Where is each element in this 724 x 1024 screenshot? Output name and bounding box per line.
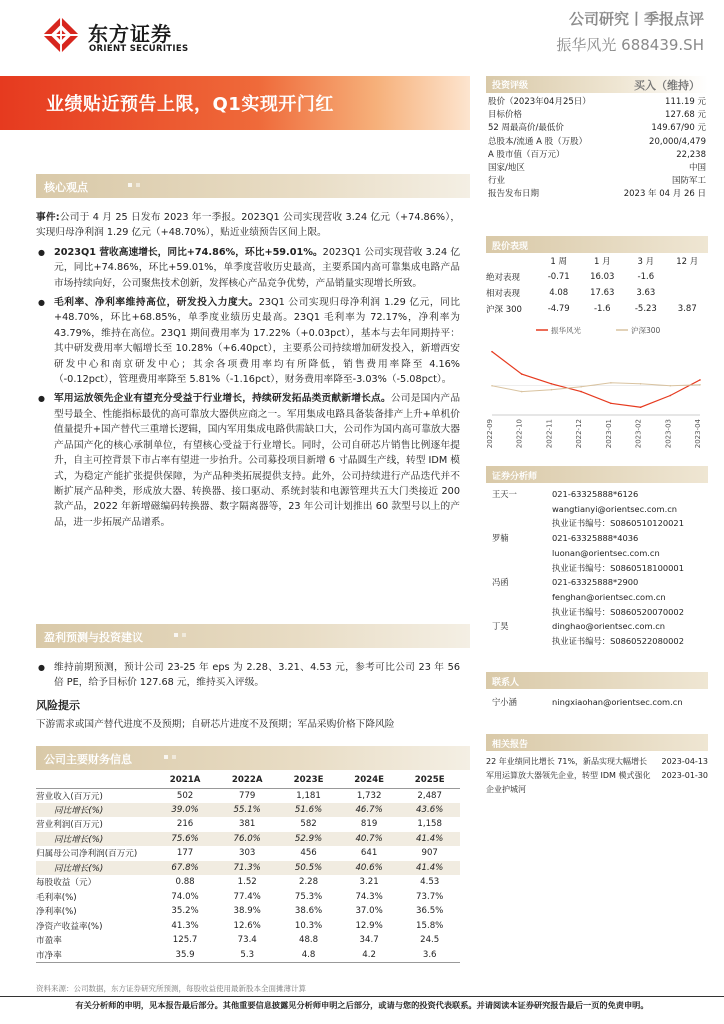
rating-heading: 投资评级 [492,81,529,91]
table-cell: 907 [421,848,438,859]
financials-column-header: 2023E [278,772,339,788]
table-row [36,803,460,818]
logo-en-text: ORIENT SECURITIES [89,44,189,54]
analyst-panel [486,466,708,649]
rating-items [486,96,708,202]
table-cell [667,285,708,301]
series-point [491,351,493,353]
analyst-detail: 执业证书编号：S0860510120021 [552,518,684,529]
series-point [699,379,701,381]
bullet-2-text: 23Q1 公司实现归母净利润 1.29 亿元，同比+48.70%，环比+68.85%，单季度业绩历史最高。23Q1 毛利率为 72.17%，净利率为 43.79%，维持在高位。23Q1 期间费用率为 17.22%（+0.03pct），基本与去年同期持平：其中研发费用率大幅增长至 10.28%（+6.40pct），主要系公司持续增加研发投入，新增西安研发中心和南京研发中心；其余各项费用率均有所降低，销售费用率降至 4.16%（-0.12pct），管理费用率降至 5.81%（-1.16pct），财务费用率降至-3.03%（-5.08pct）。 [54,297,460,386]
table-cell: 381 [239,819,256,830]
rating-item-label: A 股市值（百万元） [488,149,565,160]
table-row-label: 同比增长(%) [36,832,154,847]
rating-header [486,76,708,93]
table-cell: 12.9% [355,920,383,931]
series-point [669,385,671,387]
core-view-header [36,174,470,198]
title-banner [0,76,470,130]
analyst-line [486,546,708,561]
table-cell: 46.7% [339,803,400,818]
table-cell: 125.7 [172,935,198,946]
x-tick-label: 2023-01 [604,419,613,449]
table-cell: 41.4% [399,861,460,876]
logo-cn-text: 东方证券 [88,22,172,46]
table-cell: 37.0% [355,906,383,917]
bullet-3-lead: 军用运放领先企业有望充分受益于行业增长，持续研发拓品类贡献新增长点。 [54,393,391,405]
analyst-detail: 执业证书编号：S0860522080002 [552,636,684,647]
table-cell: 1.52 [237,877,257,888]
table-cell: 582 [300,819,317,830]
analyst-name: 罗楠 [492,533,509,544]
rating-item [486,109,708,122]
rating-item [486,175,708,188]
analyst-detail: 021-63325888*6126 [552,489,639,499]
analyst-detail[interactable]: wangtianyi@orientsec.com.cn [552,503,678,514]
table-cell: 71.3% [216,861,278,876]
x-tick-label: 2023-04 [694,419,702,449]
related-date: 2023-04-13 [661,757,708,766]
table-row [36,904,460,919]
table-cell: 502 [176,790,194,801]
series-point [521,373,523,375]
table-cell: 35.9 [154,948,216,963]
rating-item [486,136,708,149]
decor-square-icon [164,755,168,759]
price-chart [486,323,708,451]
analyst-line [486,590,708,605]
rating-item [486,162,708,175]
x-tick-label: 2022-11 [545,419,554,449]
contact-panel [486,672,708,710]
related-item[interactable] [486,769,708,797]
table-cell: 55.1% [216,803,278,818]
table-cell: 52.9% [278,832,339,847]
table-cell: 1,181 [296,790,321,801]
table-row-label: 净资产收益率(%) [36,921,103,932]
analyst-detail: 021-63325888*2900 [552,577,639,588]
series-point [580,391,582,393]
table-row-label: 归属母公司净利润(百万元) [36,849,138,860]
rating-item [486,188,708,201]
table-row-label: 净利率(%) [36,907,77,918]
company-name: 振华风光 [556,36,617,54]
ticker: 688439.SH [621,36,704,54]
table-cell: 36.5% [416,906,444,917]
analyst-name [486,634,552,649]
rating-item-label: 52 周最高价/最低价 [488,123,564,134]
table-row-label: 市盈率 [36,936,62,947]
analyst-line [486,634,708,649]
financials-column-header [36,772,154,788]
series-point [610,382,612,384]
x-tick-label: 2023-03 [664,419,673,449]
table-row-label: 每股收益（元） [36,878,97,889]
financials-heading: 公司主要财务信息 [44,753,132,766]
series-point [580,386,582,388]
table-row-label: 沪深 300 [486,305,522,315]
series-line-1 [492,383,700,392]
table-cell: 641 [360,848,378,859]
rating-panel [486,76,708,202]
table-cell: 35.2% [171,906,199,917]
series-point [610,403,612,405]
table-cell: 16.03 [590,272,615,282]
table-cell: 15.8% [416,920,444,931]
analyst-detail: 执业证书编号：S0860518100001 [552,562,684,573]
series-line-0 [492,352,700,408]
table-cell: -4.79 [547,304,570,314]
related-date: 2023-01-30 [661,771,708,780]
x-tick-label: 2022-12 [575,419,584,449]
report-type: 公司研究丨季报点评 [568,10,704,28]
table-cell: 4.08 [549,288,569,298]
financials-column-header: 2024E [339,772,400,788]
performance-column-header: 1 月 [593,257,611,267]
table-row [36,846,460,861]
related-title[interactable]: 22 年业绩同比增长 71%，新品实现大幅增长 [486,757,648,766]
table-cell: 303 [239,848,256,859]
analyst-heading: 证券分析师 [492,472,538,482]
table-cell: 73.7% [416,891,444,902]
table-row [36,890,460,905]
table-cell: 819 [360,819,378,830]
bullet-3 [36,391,460,530]
forecast-heading: 盈利预测与投资建议 [44,631,143,644]
table-cell: 50.5% [278,861,339,876]
table-row [486,301,708,317]
contact-name: 宁小涵 [492,697,517,707]
series-point [491,385,493,387]
series-point [640,406,642,408]
performance-column-header: 3 月 [637,257,655,267]
risk-text: 下游需求或国产替代进度不及预期；自研芯片进度不及预期；军品采购价格下降风险 [36,719,395,730]
performance-heading: 股价表现 [492,242,529,252]
table-cell: 38.9% [233,906,261,917]
table-cell: 75.3% [294,891,323,902]
table-cell: 74.3% [355,891,383,902]
table-row [36,861,460,876]
rating-item-value: 149.67/90 元 [651,123,706,134]
table-row [486,269,708,285]
table-cell: 3.63 [636,288,656,298]
performance-header [486,236,708,253]
performance-table [486,253,708,317]
table-cell: -1.6 [637,272,655,282]
analyst-name [486,590,552,605]
table-cell: 456 [300,848,317,859]
rating-item-label: 总股本/流通 A 股（万股） [488,136,588,147]
related-list [486,755,708,797]
forecast-header [36,624,470,648]
table-row-label: 营业收入(百万元) [36,791,103,802]
analyst-name: 王天一 [492,489,517,499]
table-cell: 75.6% [154,832,216,847]
table-cell: 41.3% [171,920,199,931]
stock-line [556,34,704,55]
decor-square-icon [182,633,186,637]
financials-table [36,772,460,963]
analyst-line [486,561,708,576]
rating-item-label: 报告发布日期 [488,189,540,200]
contact-heading: 联系人 [492,678,520,688]
analyst-line [486,575,708,590]
table-cell: 41.4% [399,832,460,847]
table-cell: 24.5 [420,935,440,946]
analyst-name [486,502,552,517]
analyst-name [486,561,552,576]
x-tick-label: 2023-02 [634,419,643,449]
rating-item-value: 2023 年 04 月 26 日 [623,189,706,200]
decor-square-icon [172,755,176,759]
analyst-name: 冯函 [492,577,509,588]
rating-item-label: 行业 [488,176,506,187]
financials-source: 资料来源：公司数据，东方证券研究所预测，每股收益使用最新股本全面摊薄计算 [36,984,306,993]
analyst-header [486,466,708,483]
series-point [551,389,553,391]
table-row-label: 同比增长(%) [36,861,154,876]
event-label: 事件: [36,212,60,223]
table-cell: 3.87 [677,304,697,314]
contact-header [486,672,708,689]
table-cell: 74.0% [171,891,199,902]
bullet-1-text: 2023Q1 公司实现营收 3.24 亿元，同比+74.86%，环比+59.01%，单季度营收历史最高，主要系国内高可靠集成电路产品市场持续向好，公司聚焦技术创新，发挥核心产品竞争优势，产品销量实现增长所致。 [54,246,461,289]
bullet-1-lead: 2023Q1 营收高速增长，同比+74.86%，环比+59.01%。 [54,246,323,258]
performance-column-header: 1 周 [550,257,567,267]
table-cell: 39.0% [154,803,216,818]
table-cell: 40.7% [339,832,400,847]
financials-column-header: 2021A [154,772,216,788]
table-cell: 4.53 [420,877,440,888]
table-row [36,919,460,934]
series-point [699,384,701,386]
table-cell: 779 [239,790,256,801]
forecast-bullet: ● 维持前期预测，预计公司 23-25 年 eps 为 2.28、3.21、4.53 元，参考可比公司 23 年 56 倍 PE，给予目标价 127.68 元，维持买入评级。 [36,660,460,691]
table-cell: 3.6 [399,948,460,963]
table-row-label: 相对表现 [486,289,521,299]
table-row [36,948,460,963]
analyst-line [486,516,708,531]
analyst-detail: 021-63325888*4036 [552,533,639,544]
table-row-label: 毛利率(%) [36,892,77,903]
event-paragraph [36,210,460,241]
series-point [521,391,523,393]
rating-item [486,149,708,162]
table-cell: 76.0% [216,832,278,847]
analyst-name [486,516,552,531]
analyst-line [486,531,708,546]
financials-header [36,746,470,770]
series-point [640,383,642,385]
table-row [36,933,460,948]
analyst-line [486,502,708,517]
analyst-line [486,605,708,620]
company-logo [42,14,202,58]
table-cell: 73.4 [237,935,257,946]
financials-table-header [36,772,460,788]
decor-square-icon [128,183,132,187]
core-view-heading: 核心观点 [44,181,88,194]
financials-column-header: 2022A [216,772,278,788]
table-row [36,875,460,890]
analyst-line [486,487,708,502]
x-tick-label: 2022-09 [486,419,494,449]
rating-item-value: 127.68 元 [665,110,706,121]
table-cell: 10.3% [294,920,323,931]
decor-square-icon [174,633,178,637]
table-cell: 1,732 [356,790,382,801]
rating-item-label: 国家/地区 [488,162,525,173]
rating-item-label: 目标价格 [488,110,523,121]
bullet-2-lead: 毛利率、净利率维持高位，研发投入力度大。 [54,297,259,309]
decor-square-icon [136,183,140,187]
rating-item-value: 国防军工 [671,176,706,187]
table-cell: 77.4% [233,891,261,902]
related-header [486,734,708,751]
legend-label: 沪深300 [631,326,661,335]
performance-column-header: 12 月 [676,257,699,267]
event-text: 公司于 4 月 25 日发布 2023 年一季报。2023Q1 公司实现营收 3.24 亿元（+74.86%），实现归母净利润 1.29 亿元（+48.70%），贴近业绩预告区间上限。 [36,212,461,239]
report-title: 业绩贴近预告上限，Q1实现开门红 [46,94,334,115]
analyst-list [486,487,708,649]
rating-item [486,96,708,109]
table-cell: 2.28 [298,877,319,888]
table-cell: 2,487 [417,790,442,801]
performance-table-header [486,253,708,269]
table-cell: -0.71 [547,272,570,282]
table-cell: 216 [176,819,194,830]
analyst-detail[interactable]: luonan@orientsec.com.cn [552,547,660,558]
table-row-label: 市净率 [36,948,154,963]
rating-item [486,122,708,135]
table-cell: 43.6% [399,803,460,818]
table-cell: -1.6 [593,304,611,314]
core-view-body [36,210,460,530]
performance-column-header [486,253,538,269]
related-heading: 相关报告 [492,740,529,750]
analyst-detail[interactable]: fenghan@orientsec.com.cn [552,591,666,602]
table-row [486,285,708,301]
performance-panel [486,236,708,454]
table-cell: 17.63 [590,288,615,298]
table-cell: 48.8 [298,935,319,946]
table-cell: 5.3 [216,948,278,963]
series-point [551,383,553,385]
x-tick-label: 2022-10 [515,419,524,449]
orient-logo-icon [42,16,80,54]
analyst-detail: 执业证书编号：S0860520070002 [552,606,684,617]
analyst-detail[interactable]: dinghao@orientsec.com.cn [552,621,666,632]
analyst-line [486,619,708,634]
table-cell: 3.21 [359,877,379,888]
contact-row [486,695,708,710]
table-cell: 67.8% [154,861,216,876]
rating-item-value: 20,000/4,479 [649,136,706,147]
table-cell: 34.7 [359,935,379,946]
series-point [669,395,671,397]
table-cell: 177 [176,848,194,859]
related-item[interactable] [486,755,708,769]
risk-heading: 风险提示 [36,699,80,712]
table-cell: 4.8 [278,948,339,963]
table-cell: 1,158 [417,819,442,830]
table-cell: 40.6% [339,861,400,876]
contact-email[interactable]: ningxiaohan@orientsec.com.cn [552,697,683,707]
forecast-body [36,660,460,691]
contact-line [486,695,708,710]
related-title[interactable]: 军用运算放大器领先企业，转型 IDM 模式强化企业护城河 [486,771,651,794]
table-cell: 51.6% [278,803,339,818]
legend-label: 振华风光 [551,326,581,335]
table-cell: 12.6% [233,920,261,931]
related-panel [486,734,708,797]
table-cell: 38.6% [294,906,323,917]
footer-disclaimer: 有关分析师的申明，见本报告最后部分。其他重要信息披露见分析师申明之后部分，或请与您的投资代表联系。并请阅读本证券研究报告最后一页的免责申明。 [0,996,724,1011]
table-row-label: 同比增长(%) [36,803,154,818]
financials-column-header: 2025E [399,772,460,788]
rating-item-value: 22,238 [676,149,706,160]
rating-value: 买入（维持） [634,78,700,92]
analyst-name: 丁昊 [492,621,509,632]
table-row [36,832,460,847]
analyst-name [486,605,552,620]
bullet-2 [36,295,460,387]
rating-item-value: 中国 [688,162,706,173]
table-cell: 4.2 [339,948,400,963]
table-row [36,817,460,832]
table-row-label: 绝对表现 [486,273,521,283]
table-row [36,788,460,803]
bullet-1 [36,245,460,291]
rating-item-label: 股价（2023年04月25日） [488,97,591,107]
rating-item-value: 111.19 元 [665,97,706,107]
bullet-3-text: 公司是国内产品型号最全、性能指标最优的高可靠放大器供应商之一。军用集成电路具备装备排产上升+单机价值量提升+国产替代三重增长逻辑，国内军用集成电路供需缺口大，公司作为国内高可靠放大器产品国产化的核心承制单位，有望核心受益于行业增长。同时，公司自研芯片销售比例逐年提升，自主可控背景下市占率有望进一步抬升。公司募投项目新增 6 寸晶圆生产线，转型 IDM 模式，为稳定产能扩张提供保障，为产品种类拓展提供支持。此外，公司持续进行产品迭代并不断扩展产品种类，形成放大器、转换器、接口驱动、系统封装和电源管理共五大门类接近 200 款产品，2022 年新增磁编码转换器、数字隔离器等，23 年公司计划推出 60 款型号以上的产品，进一步拓展产品谱系。 [54,393,461,528]
analyst-name [486,546,552,561]
table-row-label: 营业利润(百万元) [36,820,103,831]
table-cell: 0.88 [175,877,195,888]
table-cell: -5.23 [634,304,657,314]
table-cell [667,269,708,285]
